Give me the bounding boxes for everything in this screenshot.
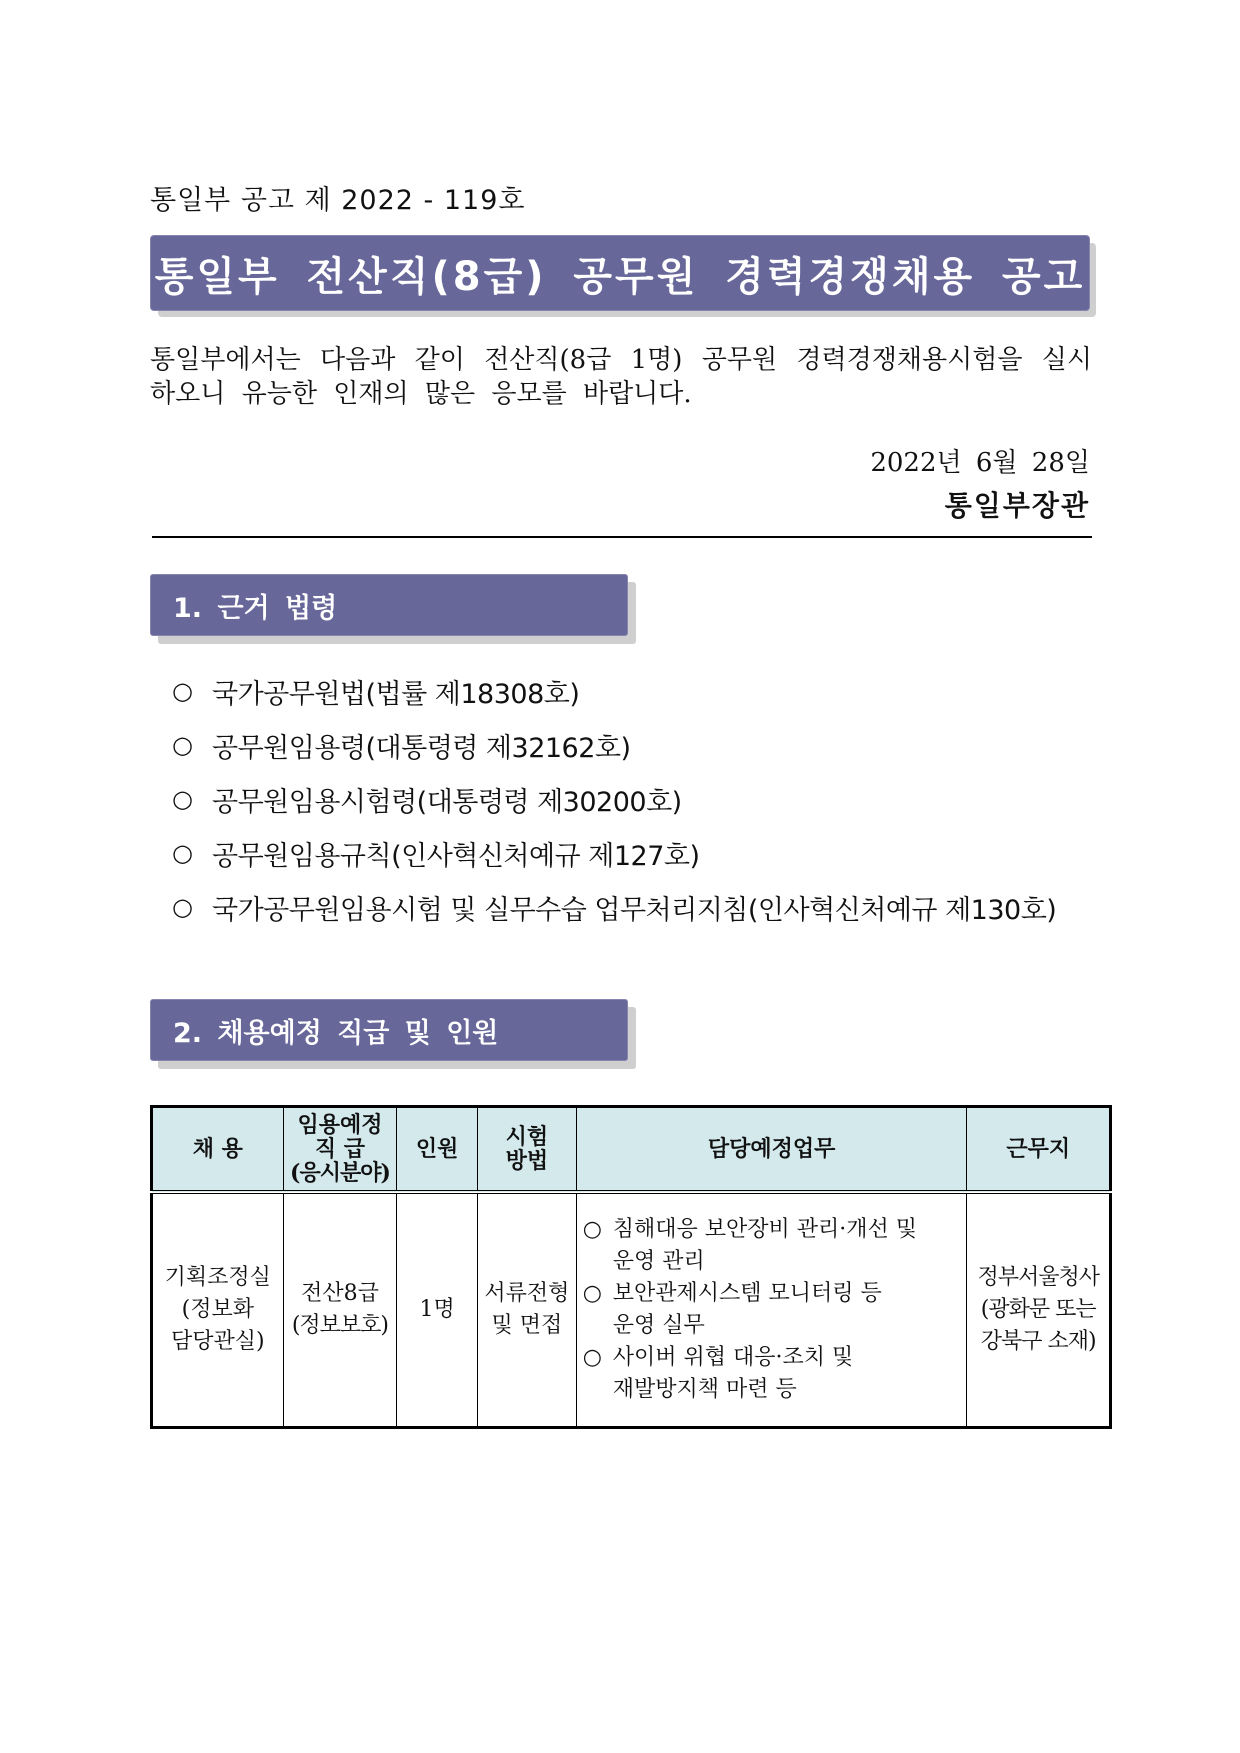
cell-duties bbox=[576, 1192, 967, 1428]
duty-text bbox=[613, 1214, 917, 1278]
section-2-title: 2. 채용예정 직급 및 인원 bbox=[150, 999, 628, 1061]
duty-line1: 침해대응 보안장비 관리·개선 및 bbox=[612, 1217, 918, 1242]
duty-line2: 운영 실무 bbox=[612, 1313, 705, 1338]
duty-text bbox=[613, 1278, 882, 1342]
law-item-text: 공무원임용시험령(대통령령 제30200호) bbox=[212, 786, 682, 818]
recruitment-table bbox=[150, 1105, 1112, 1429]
list-item bbox=[172, 718, 1056, 772]
header-grade-line2: 직 급 bbox=[314, 1136, 366, 1162]
circle-bullet-icon: ○ bbox=[172, 785, 193, 813]
circle-bullet-icon: ○ bbox=[172, 731, 193, 759]
cell-exam bbox=[478, 1192, 577, 1428]
law-item-text: 국가공무원임용시험 및 실무수습 업무처리지침(인사혁신처예규 제130호) bbox=[212, 894, 1057, 926]
header-grade-line3: (응시분야) bbox=[290, 1160, 390, 1186]
signatory: 통일부장관 bbox=[944, 489, 1090, 522]
unit-line2: (정보화 bbox=[181, 1297, 254, 1322]
list-item bbox=[172, 664, 1056, 718]
section-2-header bbox=[150, 999, 632, 1065]
list-item bbox=[172, 880, 1056, 934]
section-1-title: 1. 근거 법령 bbox=[150, 574, 628, 636]
notice-number: 통일부 공고 제 2022 - 119호 bbox=[150, 185, 526, 216]
table-row bbox=[152, 1192, 1111, 1428]
header-exam-line1: 시험 bbox=[505, 1124, 549, 1150]
circle-bullet-icon: ○ bbox=[172, 839, 193, 867]
exam-line1: 서류전형 bbox=[484, 1281, 570, 1306]
location-line3: 강북구 소재) bbox=[980, 1329, 1096, 1354]
circle-bullet-icon: ○ bbox=[172, 893, 193, 921]
header-unit: 채 용 bbox=[152, 1107, 284, 1193]
intro-paragraph: 통일부에서는 다음과 같이 전산직(8급 1명) 공무원 경력경쟁채용시험을 실시하오니 유능한 인재의 많은 응모를 바랍니다. bbox=[150, 345, 1092, 409]
exam-line2: 및 면접 bbox=[491, 1313, 563, 1338]
unit-line3: 담당관실) bbox=[171, 1329, 265, 1354]
law-item-text: 공무원임용규칙(인사혁신처예규 제127호) bbox=[212, 840, 700, 872]
circle-bullet-icon: ○ bbox=[582, 1217, 602, 1242]
list-item bbox=[172, 772, 1056, 826]
header-grade bbox=[283, 1107, 397, 1193]
law-item-text: 국가공무원법(법률 제18308호) bbox=[212, 678, 580, 710]
header-exam-line2: 방법 bbox=[505, 1148, 549, 1174]
cell-unit bbox=[152, 1192, 284, 1428]
duty-line1: 보안관제시스템 모니터링 등 bbox=[612, 1281, 882, 1306]
unit-line1: 기획조정실 bbox=[164, 1265, 271, 1290]
duty-line2: 재발방지책 마련 등 bbox=[612, 1377, 797, 1402]
header-location: 근무지 bbox=[967, 1107, 1111, 1193]
duty-item bbox=[583, 1278, 963, 1342]
duty-text bbox=[613, 1342, 854, 1406]
location-line2: (광화문 또는 bbox=[980, 1297, 1096, 1322]
law-list bbox=[172, 664, 1056, 934]
circle-bullet-icon: ○ bbox=[582, 1281, 602, 1306]
grade-line1: 전산8급 bbox=[301, 1281, 379, 1306]
cell-location bbox=[967, 1192, 1111, 1428]
header-grade-line1: 임용예정 bbox=[297, 1112, 383, 1138]
circle-bullet-icon: ○ bbox=[582, 1345, 602, 1370]
grade-line2: (정보보호) bbox=[291, 1313, 389, 1338]
title-banner bbox=[150, 235, 1092, 313]
duty-item bbox=[583, 1214, 963, 1278]
duty-item bbox=[583, 1342, 963, 1406]
duty-line2: 운영 관리 bbox=[612, 1249, 705, 1274]
cell-grade bbox=[283, 1192, 397, 1428]
section-1-header bbox=[150, 574, 632, 640]
header-count: 인원 bbox=[397, 1107, 478, 1193]
circle-bullet-icon: ○ bbox=[172, 677, 193, 705]
header-duties: 담당예정업무 bbox=[576, 1107, 967, 1193]
announcement-date: 2022년 6월 28일 bbox=[870, 448, 1090, 478]
list-item bbox=[172, 826, 1056, 880]
duty-line1: 사이버 위협 대응·조치 및 bbox=[612, 1345, 854, 1370]
divider bbox=[152, 536, 1092, 538]
cell-count: 1명 bbox=[397, 1192, 478, 1428]
table-header-row bbox=[152, 1107, 1111, 1193]
location-line1: 정부서울청사 bbox=[977, 1265, 1099, 1290]
header-exam bbox=[478, 1107, 577, 1193]
page-title: 통일부 전산직(8급) 공무원 경력경쟁채용 공고 bbox=[150, 235, 1090, 311]
law-item-text: 공무원임용령(대통령령 제32162호) bbox=[212, 732, 631, 764]
